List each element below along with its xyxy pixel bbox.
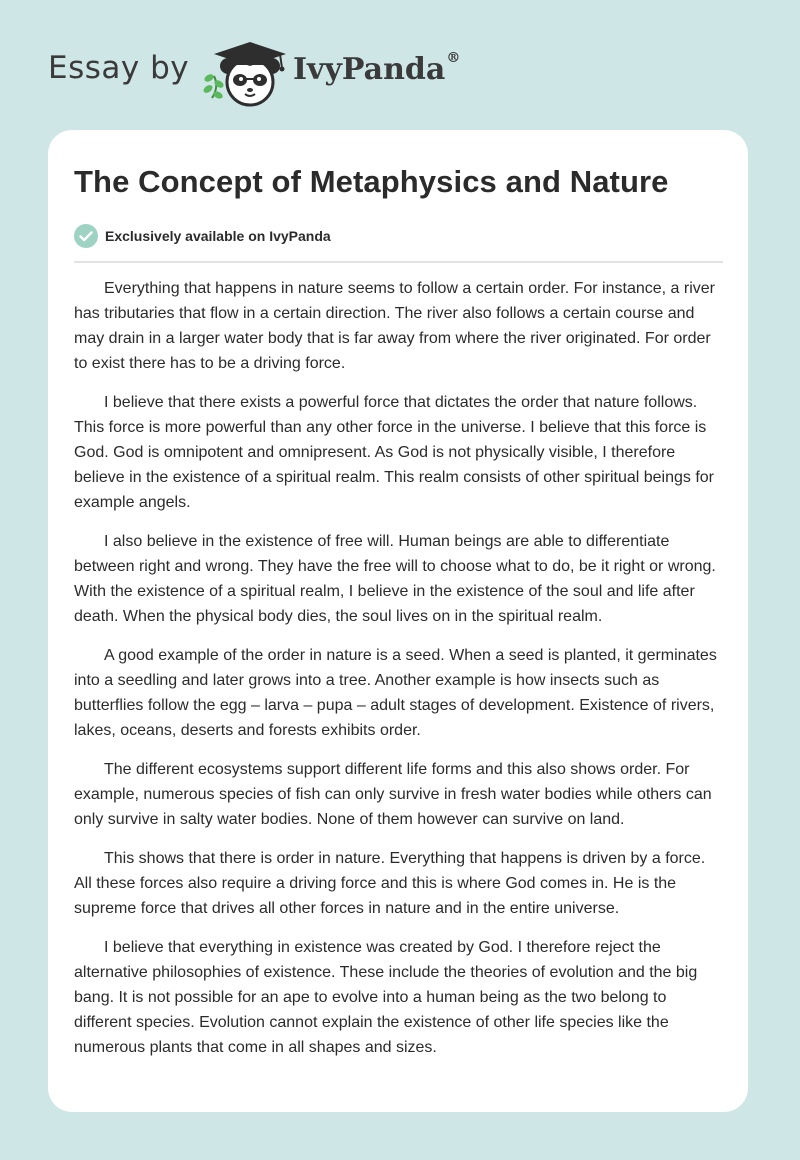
- site-header: [0, 0, 800, 130]
- essay-paragraph: The different ecosystems support different life forms and this also shows order. For example, numerous species of fish can only survive in fresh water bodies while others can only survive in salty water bodies. None of them however can survive on land.: [74, 761, 712, 828]
- essay-paragraph: Everything that happens in nature seems to follow a certain order. For instance, a river has tributaries that flow in a certain direction. The river also follows a certain course and may drain in a larger water body that is far away from where the river originated. For order to exist there has to be a driving force.: [74, 280, 715, 372]
- essay-paragraph: I also believe in the existence of free will. Human beings are able to differentiate between right and wrong. They have the free will to choose what to do, be it right or wrong. With the existence of a spiritual realm, I believe in the existence of the soul and life after death. When the physical body dies, the soul lives on in the spiritual realm.: [74, 533, 716, 625]
- essay-paragraph: This shows that there is order in nature. Everything that happens is driven by a force. All these forces also require a driving force and this is where God comes in. He is the supreme force that drives all other forces in nature and in the entire universe.: [74, 850, 706, 917]
- check-circle-icon: [74, 224, 98, 248]
- essay-by-label: Essay by: [48, 50, 190, 86]
- exclusive-badge-label: Exclusively available on IvyPanda: [105, 228, 331, 244]
- essay-paragraph: I believe that everything in existence was created by God. I therefore reject the alternative philosophies of existence. These include the theories of evolution and the big bang. It is not possible for an ape to evolve into a human being as the two belong to different species. Evolution cannot explain the existence of other life species like the numerous plants that come in all shapes and sizes.: [74, 939, 698, 1056]
- registered-mark: ®: [446, 50, 461, 66]
- essay-paragraph: I believe that there exists a powerful force that dictates the order that nature follows. This force is more powerful than any other force in the universe. I believe that this force is God. God is omnipotent and omnipresent. As God is not physically visible, I therefore believe in the existence of a spiritual realm. This realm consists of other spiritual beings for example angels.: [74, 394, 715, 511]
- essay-body: [74, 276, 726, 1074]
- exclusive-badge: [74, 223, 331, 249]
- brand-name-text: IvyPanda: [293, 52, 446, 87]
- essay-card: [48, 130, 748, 1112]
- title-divider: [74, 261, 723, 263]
- panda-graduate-icon[interactable]: [200, 36, 292, 108]
- page-title: The Concept of Metaphysics and Nature: [74, 164, 669, 199]
- brand-name[interactable]: [293, 52, 460, 87]
- essay-paragraph: A good example of the order in nature is a seed. When a seed is planted, it germinates into a seedling and later grows into a tree. Another example is how insects such as butterflies follow the egg – larva – pupa – adult stages of development. Existence of rivers, lakes, oceans, deserts and forests exhibits order.: [74, 647, 717, 739]
